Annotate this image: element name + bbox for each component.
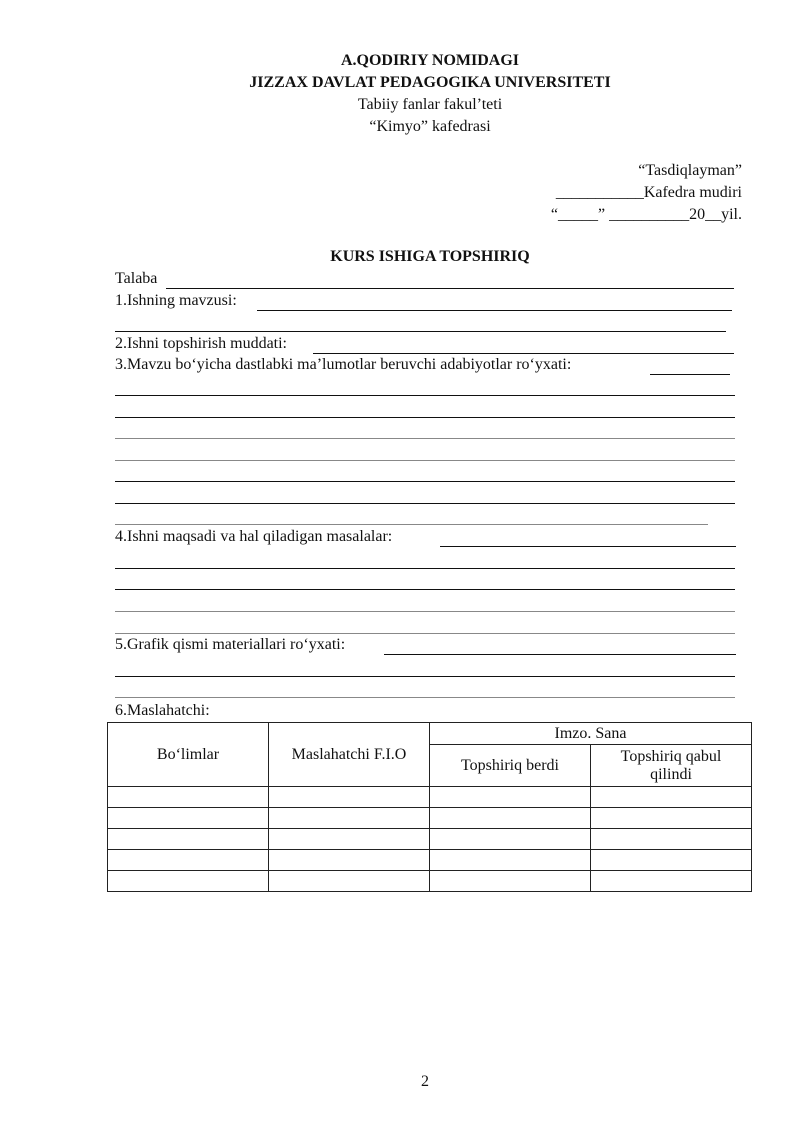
advisor-table bbox=[107, 722, 752, 892]
literature-line-7[interactable] bbox=[115, 524, 708, 525]
table-row bbox=[108, 871, 752, 892]
table-cell[interactable] bbox=[591, 829, 752, 850]
table-cell[interactable] bbox=[591, 871, 752, 892]
advisor-label: 6.Maslahatchi: bbox=[115, 702, 210, 719]
header-task-received: Topshiriq qabul qilindi bbox=[591, 745, 752, 787]
table-row bbox=[108, 829, 752, 850]
topic-label: 1.Ishning mavzusi: bbox=[115, 292, 237, 309]
table-cell[interactable] bbox=[430, 787, 591, 808]
literature-line-5[interactable] bbox=[115, 481, 735, 482]
approval-label: “Tasdiqlayman” bbox=[638, 162, 742, 179]
purpose-line-4[interactable] bbox=[115, 633, 735, 634]
header-sections: Bo‘limlar bbox=[108, 723, 269, 787]
topic-fill-line[interactable] bbox=[257, 310, 732, 311]
table-cell[interactable] bbox=[591, 808, 752, 829]
table-cell[interactable] bbox=[269, 829, 430, 850]
student-fill-line[interactable] bbox=[166, 288, 734, 289]
table-cell[interactable] bbox=[108, 808, 269, 829]
table-cell[interactable] bbox=[430, 871, 591, 892]
table-cell[interactable] bbox=[430, 829, 591, 850]
signature-blank: ___________ bbox=[555, 184, 644, 201]
table-cell[interactable] bbox=[108, 787, 269, 808]
purpose-line-1[interactable] bbox=[115, 568, 735, 569]
department-head-title: Kafedra mudiri bbox=[643, 184, 742, 201]
header-task-given: Topshiriq berdi bbox=[430, 745, 591, 787]
page-number: 2 bbox=[421, 1073, 429, 1090]
approval-date-line: “_____” __________20__yil. bbox=[550, 206, 742, 223]
table-row bbox=[108, 850, 752, 871]
department-head-line bbox=[556, 184, 742, 202]
header-signature-date: Imzo. Sana bbox=[430, 723, 752, 745]
table-row bbox=[108, 808, 752, 829]
literature-line-1[interactable] bbox=[115, 395, 735, 396]
table-cell[interactable] bbox=[430, 808, 591, 829]
purpose-label: 4.Ishni maqsadi va hal qiladigan masalalar: bbox=[115, 528, 393, 545]
table-cell[interactable] bbox=[269, 808, 430, 829]
topic-fill-line-2[interactable] bbox=[115, 331, 726, 332]
table-cell[interactable] bbox=[108, 871, 269, 892]
table-cell[interactable] bbox=[591, 787, 752, 808]
graphics-line-2[interactable] bbox=[115, 697, 735, 698]
header-advisor-name: Maslahatchi F.I.O bbox=[269, 723, 430, 787]
literature-line-3[interactable] bbox=[115, 438, 735, 439]
literature-fill-line[interactable] bbox=[650, 374, 730, 375]
purpose-line-2[interactable] bbox=[115, 589, 735, 590]
deadline-label: 2.Ishni topshirish muddati: bbox=[115, 335, 287, 352]
literature-line-6[interactable] bbox=[115, 503, 735, 504]
table-cell[interactable] bbox=[269, 850, 430, 871]
student-label: Talaba bbox=[115, 270, 158, 287]
graphics-line-1[interactable] bbox=[115, 676, 735, 677]
graphics-fill-line[interactable] bbox=[384, 654, 736, 655]
literature-label: 3.Mavzu bo‘yicha dastlabki ma’lumotlar beruvchi adabiyotlar ro‘yxati: bbox=[115, 356, 572, 373]
university-name-line1: A.QODIRIY NOMIDAGI bbox=[340, 52, 520, 69]
document-title: KURS ISHIGA TOPSHIRIQ bbox=[330, 248, 530, 265]
table-cell[interactable] bbox=[430, 850, 591, 871]
literature-line-4[interactable] bbox=[115, 460, 735, 461]
university-name-line2: JIZZAX DAVLAT PEDAGOGIKA UNIVERSITETI bbox=[249, 74, 611, 91]
deadline-fill-line[interactable] bbox=[313, 353, 734, 354]
table-cell[interactable] bbox=[108, 829, 269, 850]
table-cell[interactable] bbox=[269, 871, 430, 892]
purpose-fill-line[interactable] bbox=[440, 546, 736, 547]
table-cell[interactable] bbox=[269, 787, 430, 808]
table-row bbox=[108, 787, 752, 808]
table-cell[interactable] bbox=[108, 850, 269, 871]
faculty-name: Tabiiy fanlar fakul’teti bbox=[357, 96, 503, 113]
purpose-line-3[interactable] bbox=[115, 611, 735, 612]
graphics-label: 5.Grafik qismi materiallari ro‘yxati: bbox=[115, 636, 346, 653]
department-name: “Kimyo” kafedrasi bbox=[369, 118, 491, 135]
table-cell[interactable] bbox=[591, 850, 752, 871]
literature-line-2[interactable] bbox=[115, 417, 735, 418]
